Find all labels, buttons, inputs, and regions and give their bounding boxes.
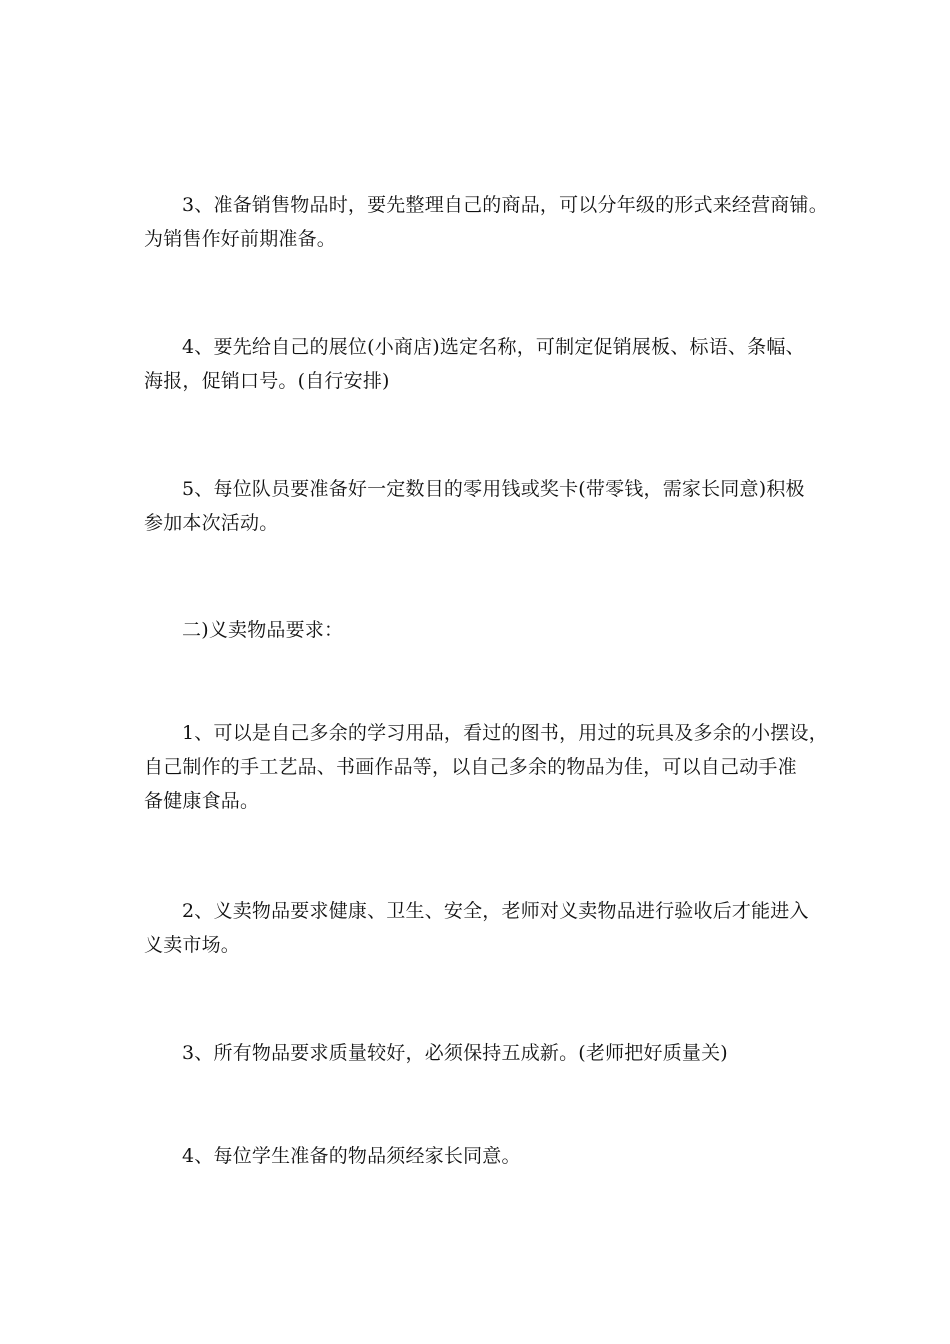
paragraph-line: 义卖市场。 bbox=[144, 934, 241, 956]
paragraph-line: 参加本次活动。 bbox=[144, 512, 279, 534]
paragraph-line: 2、义卖物品要求健康、卫生、安全，老师对义卖物品进行验收后才能进入 bbox=[182, 900, 809, 922]
paragraph-line: 为销售作好前期准备。 bbox=[144, 228, 337, 250]
paragraph-item-safety bbox=[144, 894, 814, 962]
paragraph-parent-consent bbox=[144, 1139, 814, 1173]
paragraph-line: 4、每位学生准备的物品须经家长同意。 bbox=[182, 1145, 521, 1167]
paragraph-booth-name bbox=[144, 330, 814, 398]
paragraph-line: 3、所有物品要求质量较好，必须保持五成新。(老师把好质量关) bbox=[182, 1042, 728, 1064]
paragraph-line: 4、要先给自己的展位(小商店)选定名称，可制定促销展板、标语、条幅、 bbox=[182, 336, 805, 358]
paragraph-line: 备健康食品。 bbox=[144, 790, 260, 812]
section-heading-requirements bbox=[144, 613, 814, 647]
paragraph-line: 海报，促销口号。(自行安排) bbox=[144, 370, 390, 392]
paragraph-prep-goods bbox=[144, 188, 828, 256]
paragraph-line: 自己制作的手工艺品、书画作品等，以自己多余的物品为佳，可以自己动手准 bbox=[144, 756, 797, 778]
paragraph-item-quality bbox=[144, 1036, 814, 1070]
paragraph-line: 3、准备销售物品时，要先整理自己的商品，可以分年级的形式来经营商铺。 bbox=[182, 194, 828, 216]
paragraph-line: 5、每位队员要准备好一定数目的零用钱或奖卡(带零钱，需家长同意)积极 bbox=[182, 478, 805, 500]
paragraph-pocket-money bbox=[144, 472, 814, 540]
paragraph-line: 1、可以是自己多余的学习用品，看过的图书，用过的玩具及多余的小摆设， bbox=[182, 722, 828, 744]
paragraph-line: 二)义卖物品要求： bbox=[182, 619, 344, 641]
paragraph-item-types bbox=[144, 716, 828, 818]
